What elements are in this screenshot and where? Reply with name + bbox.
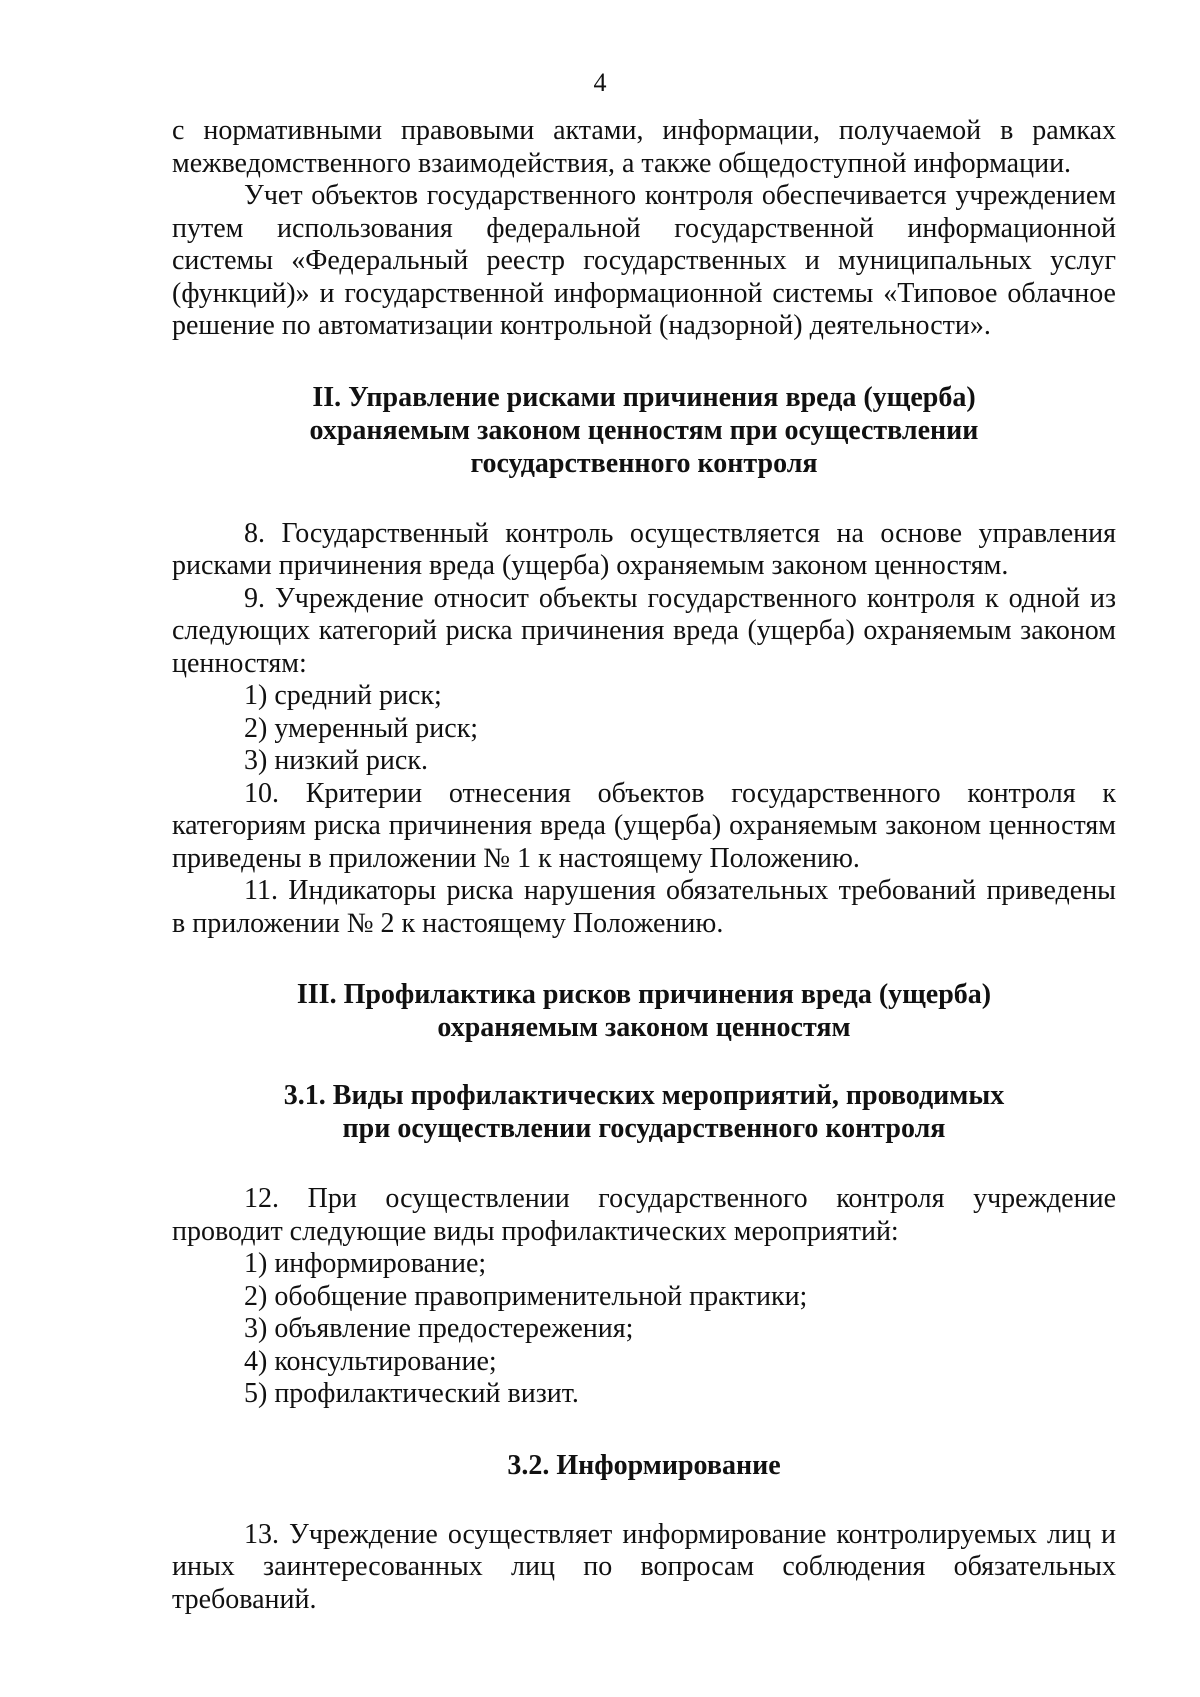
paragraph-8: 8. Государственный контроль осуществляется на основе управления рисками причинения вреда (ущерба) охраняемым законом ценностям. (172, 517, 1116, 581)
list-item: 5) профилактический визит. (244, 1378, 579, 1409)
heading-line: II. Управление рисками причинения вреда (ущерба) (312, 381, 976, 413)
list-item: 2) обобщение правоприменительной практики; (244, 1280, 808, 1312)
page-number: 4 (593, 68, 607, 97)
section-3-2-heading: 3.2. Информирование (507, 1449, 781, 1481)
heading-line: при осуществлении государственного контроля (342, 1113, 946, 1144)
list-item: 3) низкий риск. (244, 745, 428, 776)
heading-line: государственного контроля (470, 447, 818, 479)
list-item: 3) объявление предостережения; (244, 1313, 634, 1344)
list-item: 4) консультирование; (244, 1345, 497, 1377)
paragraph-12: 12. При осуществлении государственного контроля учреждение проводит следующие виды профилактических мероприятий: (172, 1183, 1116, 1247)
heading-line: охраняемым законом ценностям (437, 1012, 851, 1043)
intro-paragraph-continuation: с нормативными правовыми актами, информации, получаемой в рамках межведомственного взаимодействия, а также общедоступной информации. (172, 115, 1116, 179)
heading-line: охраняемым законом ценностям при осуществлении (309, 414, 979, 446)
paragraph-13: 13. Учреждение осуществляет информирование контролируемых лиц и иных заинтересованных лиц по вопросам соблюдения обязательных требований. (172, 1518, 1116, 1615)
intro-paragraph-registry: Учет объектов государственного контроля обеспечивается учреждением путем использования федеральной государственной информационной системы «Федеральный реестр государственных и муниципальных услуг (функций)» и государственной информационной системы «Типовое облачное решение по автоматизации контрольной (надзорной) деятельности». (172, 180, 1116, 341)
section-2-heading (172, 381, 1116, 480)
section-3-heading (172, 978, 1116, 1044)
heading-line: III. Профилактика рисков причинения вреда (ущерба) (296, 979, 992, 1010)
list-item: 2) умеренный риск; (244, 712, 479, 744)
heading-line: 3.1. Виды профилактических мероприятий, проводимых (283, 1080, 1005, 1111)
list-item: 1) информирование; (244, 1248, 487, 1279)
list-item: 1) средний риск; (244, 680, 442, 711)
paragraph-11: 11. Индикаторы риска нарушения обязательных требований приведены в приложении № 2 к настоящему Положению. (172, 875, 1116, 939)
document-body (172, 115, 1116, 1616)
paragraph-9: 9. Учреждение относит объекты государственного контроля к одной из следующих категорий риска причинения вреда (ущерба) охраняемым законом ценностям: (172, 582, 1116, 679)
paragraph-10: 10. Критерии отнесения объектов государственного контроля к категориям риска причинения вреда (ущерба) охраняемым законом ценностям приведены в приложении № 1 к настоящему Положению. (172, 777, 1116, 874)
section-3-1-heading (172, 1079, 1116, 1145)
